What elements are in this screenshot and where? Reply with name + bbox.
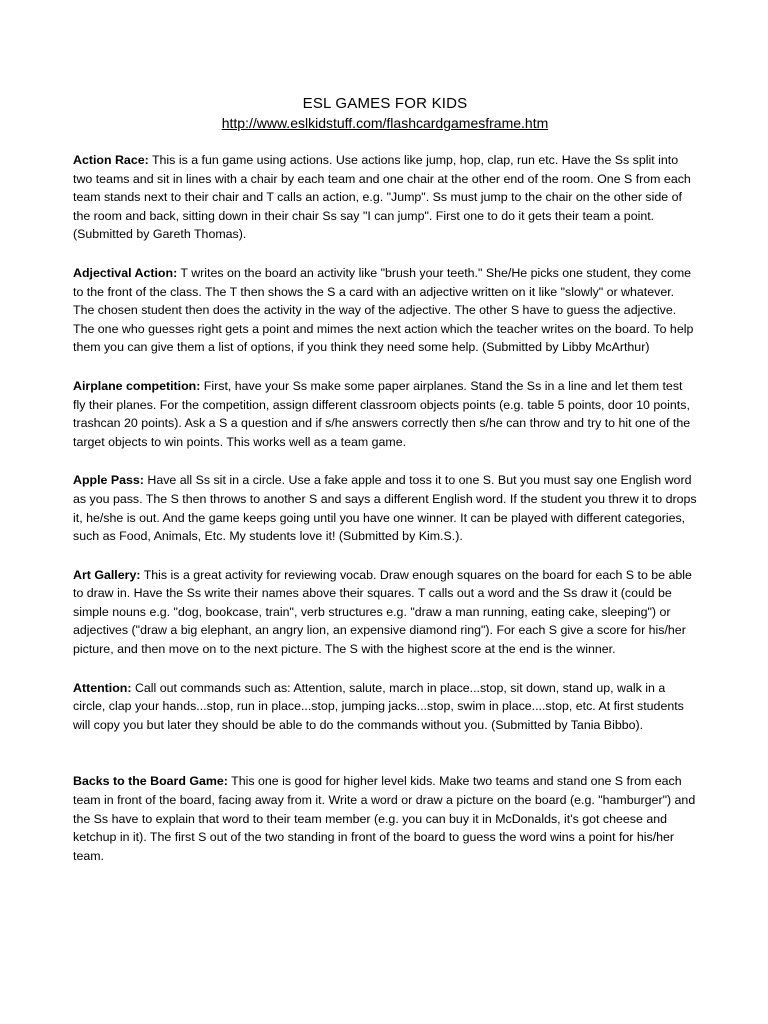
game-description: First, have your Ss make some paper airplanes. Stand the Ss in a line and let them test fly their planes. For the competition, assign different classroom objects points (e.g. table 5 points, door 10 points, trashcan 20 points). Ask a S a question and if s/he answers correctly then s/he can throw and try to hit one of the target objects to win points. This works well as a team game.: [73, 378, 691, 449]
document-page: [73, 94, 697, 885]
game-entry-apple-pass: [73, 471, 697, 545]
game-list: [73, 151, 697, 865]
game-name: Backs to the Board Game:: [73, 774, 228, 789]
game-entry-airplane-competition: [73, 377, 697, 451]
game-description: This is a great activity for reviewing vocab. Draw enough squares on the board for each S to be able to draw in. Have the Ss write their names above their squares. T calls out a word and the Ss draw it (could be simple nouns e.g. "dog, bookcase, train", verb structures e.g. "draw a man running, eating cake, sleeping") or adjectives ("draw a big elephant, an angry lion, an expensive diamond ring"). For each S give a score for his/her picture, and then move on to the next picture. The S with the highest score at the end is the winner.: [73, 567, 692, 657]
game-description: This one is good for higher level kids. Make two teams and stand one S from each team in front of the board, facing away from it. Write a word or draw a picture on the board (e.g. "hamburger") and the Ss have to explain that word to their team member (e.g. you can buy it in McDonalds, it's got cheese and ketchup in it). The first S out of the two standing in front of the board to guess the word wins a point for his/her team.: [73, 774, 696, 863]
game-name: Apple Pass:: [73, 473, 144, 488]
game-entry-backs-to-the-board: [73, 772, 697, 865]
game-description: T writes on the board an activity like "brush your teeth." She/He picks one student, they come to the front of the class. The T then shows the S a card with an adjective written on it like "slowly" or whatever. The chosen student then does the activity in the way of the adjective. The other S have to guess the adjective. The one who guesses right gets a point and mimes the next action which the teacher writes on the board. To help them you can give them a list of options, if you think they need some help. (Submitted by Libby McArthur): [73, 265, 694, 355]
game-name: Attention:: [73, 680, 132, 695]
game-entry-action-race: [73, 151, 697, 244]
game-name: Airplane competition:: [73, 378, 201, 393]
source-url-link[interactable]: http://www.eslkidstuff.com/flashcardgamesframe.htm: [221, 115, 549, 131]
document-title: ESL GAMES FOR KIDS: [302, 95, 468, 112]
game-entry-art-gallery: [73, 566, 697, 659]
game-entry-attention: [73, 679, 697, 735]
game-name: Art Gallery:: [73, 567, 141, 582]
game-description: This is a fun game using actions. Use actions like jump, hop, clap, run etc. Have the Ss split into two teams and sit in lines with a chair by each team and one chair at the other end of the room. One S from each team stands next to their chair and T calls an action, e.g. "Jump". Ss must jump to the chair on the other side of the room and back, sitting down in their chair Ss say "I can jump". First one to do it gets their team a point. (Submitted by Gareth Thomas).: [73, 153, 691, 242]
game-name: Action Race:: [73, 153, 149, 167]
game-description: Call out commands such as: Attention, salute, march in place...stop, sit down, stand up, walk in a circle, clap your hands...stop, run in place...stop, jumping jacks...stop, swim in place....stop, etc. At first students will copy you but later they should be able to do the commands without you. (Submitted by Tania Bibbo).: [73, 680, 684, 732]
game-entry-adjectival-action: [73, 264, 697, 357]
game-description: Have all Ss sit in a circle. Use a fake apple and toss it to one S. But you must say one English word as you pass. The S then throws to another S and says a different English word. If the student you threw it to drops it, he/she is out. And the game keeps going until you have one winner. It can be played with different categories, such as Food, Animals, Etc. My students love it! (Submitted by Kim.S.).: [73, 473, 697, 544]
game-name: Adjectival Action:: [73, 265, 178, 280]
